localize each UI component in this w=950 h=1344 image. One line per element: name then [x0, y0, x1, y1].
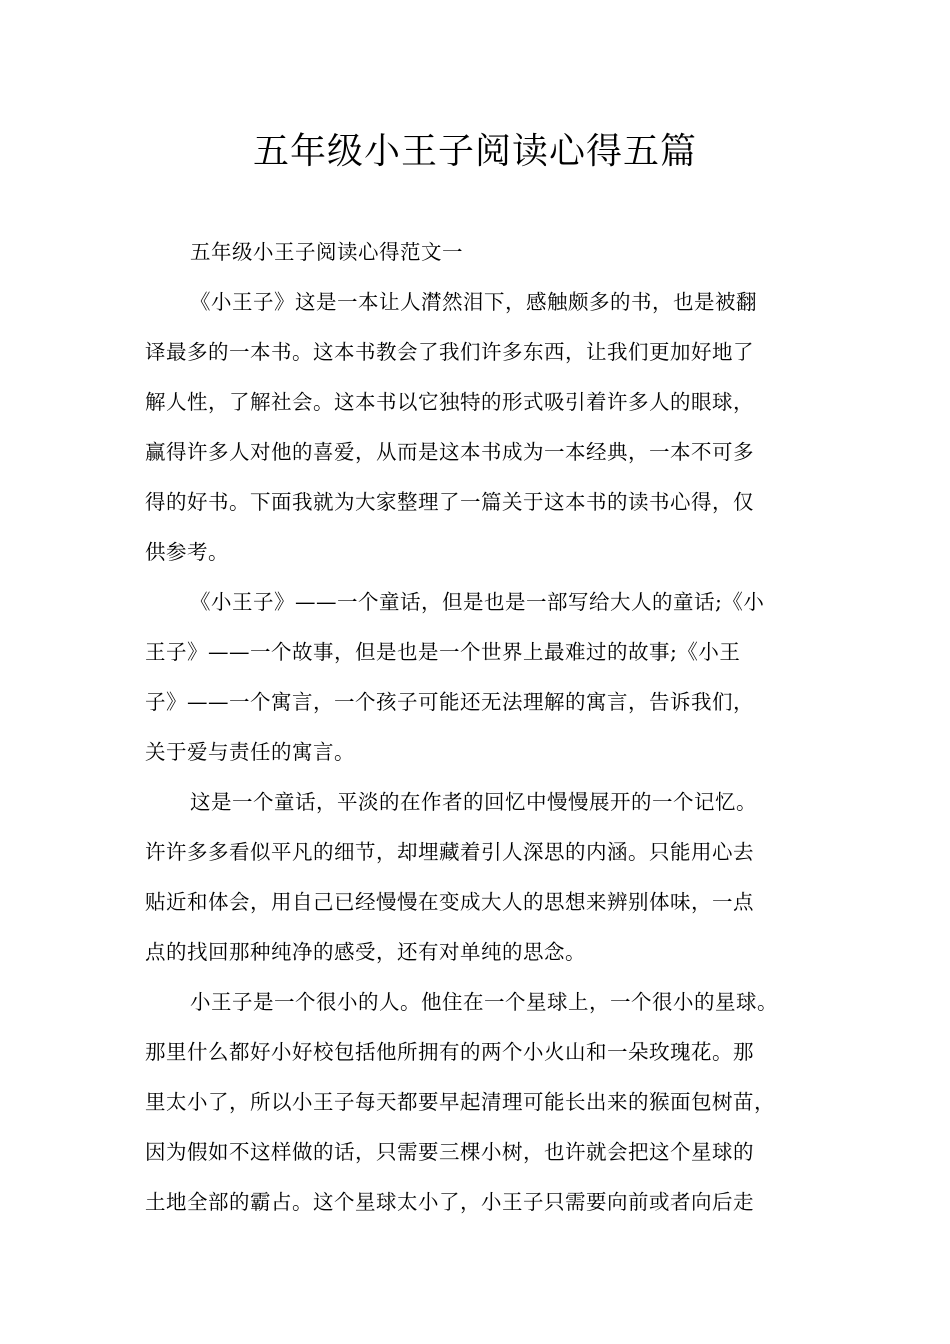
paragraph-line: 土地全部的霸占。这个星球太小了，小王子只需要向前或者向后走: [145, 1190, 754, 1214]
document-title: 五年级小王子阅读心得五篇: [252, 131, 697, 172]
paragraph-line: 译最多的一本书。这本书教会了我们许多东西，让我们更加好地了: [145, 340, 754, 364]
paragraph-line: 《小王子》这是一本让人潸然泪下，感触颇多的书，也是被翻: [190, 290, 757, 314]
paragraph-line: 贴近和体会，用自己已经慢慢在变成大人的思想来辨别体味，一点: [145, 890, 754, 914]
subheading: 五年级小王子阅读心得范文一: [190, 240, 463, 264]
paragraph-line: 供参考。: [145, 540, 229, 564]
paragraph-line: 子》——一个寓言，一个孩子可能还无法理解的寓言，告诉我们，: [145, 690, 754, 714]
paragraph-line: 王子》——一个故事，但是也是一个世界上最难过的故事;《小王: [145, 640, 741, 664]
paragraph-line: 小王子是一个很小的人。他住在一个星球上，一个很小的星球。: [190, 990, 778, 1014]
paragraph-line: 解人性，了解社会。这本书以它独特的形式吸引着许多人的眼球，: [145, 390, 754, 414]
paragraph-line: 赢得许多人对他的喜爱，从而是这本书成为一本经典，一本不可多: [145, 440, 754, 464]
paragraph-line: 这是一个童话，平淡的在作者的回忆中慢慢展开的一个记忆。: [190, 790, 757, 814]
paragraph-line: 许许多多看似平凡的细节，却埋藏着引人深思的内涵。只能用心去: [145, 840, 754, 864]
paragraph-line: 因为假如不这样做的话，只需要三棵小树，也许就会把这个星球的: [145, 1140, 754, 1164]
paragraph-line: 关于爱与责任的寓言。: [145, 740, 355, 764]
paragraph-line: 那里什么都好小好校包括他所拥有的两个小火山和一朵玫瑰花。那: [145, 1040, 754, 1064]
paragraph-line: 点的找回那种纯净的感受，还有对单纯的思念。: [145, 940, 586, 964]
paragraph-line: 里太小了，所以小王子每天都要早起清理可能长出来的猴面包树苗，: [145, 1090, 775, 1114]
paragraph-line: 得的好书。下面我就为大家整理了一篇关于这本书的读书心得，仅: [145, 490, 754, 514]
paragraph-line: 《小王子》——一个童话，但是也是一部写给大人的童话;《小: [190, 590, 765, 614]
